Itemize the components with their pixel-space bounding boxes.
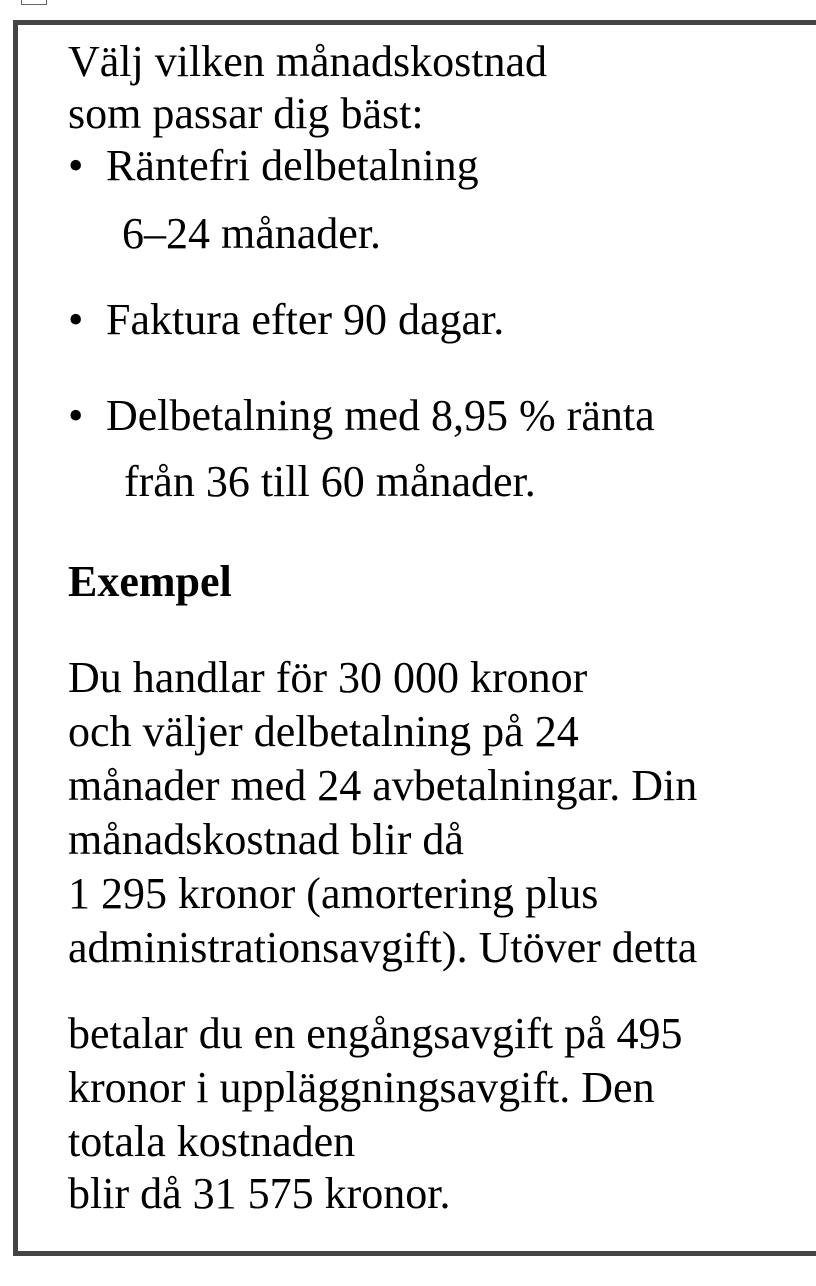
option-detail: 6–24 månader. [122, 209, 382, 258]
option-item [68, 140, 479, 192]
option-item [68, 294, 504, 346]
option-label: Räntefri delbetalning [106, 141, 479, 190]
intro-line-2: som passar dig bäst: [68, 89, 424, 138]
checkbox-fragment [21, 0, 47, 5]
intro-line-1: Välj vilken månadskostnad [68, 37, 548, 86]
example-heading: Exempel [68, 557, 232, 606]
example-text-line: Du handlar för 30 000 kronor [68, 653, 588, 702]
example-text-line: månader med 24 avbetalningar. Din [68, 761, 698, 810]
bullet-icon: • [68, 391, 84, 440]
example-text-line: kronor i uppläggningsavgift. Den [68, 1063, 655, 1112]
example-text-line: betalar du en engångsavgift på 495 [68, 1009, 683, 1058]
option-item [68, 390, 655, 442]
option-detail: från 36 till 60 månader. [124, 457, 536, 506]
option-label: Faktura efter 90 dagar. [106, 295, 505, 344]
example-text-line: totala kostnaden [68, 1117, 356, 1166]
bullet-icon: • [68, 295, 84, 344]
example-text-line: månadskostnad blir då [68, 815, 464, 864]
bullet-icon: • [68, 141, 84, 190]
example-text-line: administrationsavgift). Utöver detta [68, 923, 698, 972]
example-text-line: 1 295 kronor (amortering plus [68, 869, 599, 918]
example-text-line: och väljer delbetalning på 24 [68, 707, 579, 756]
option-label: Delbetalning med 8,95 % ränta [106, 391, 655, 440]
example-text-line: blir då 31 575 kronor. [68, 1169, 451, 1218]
